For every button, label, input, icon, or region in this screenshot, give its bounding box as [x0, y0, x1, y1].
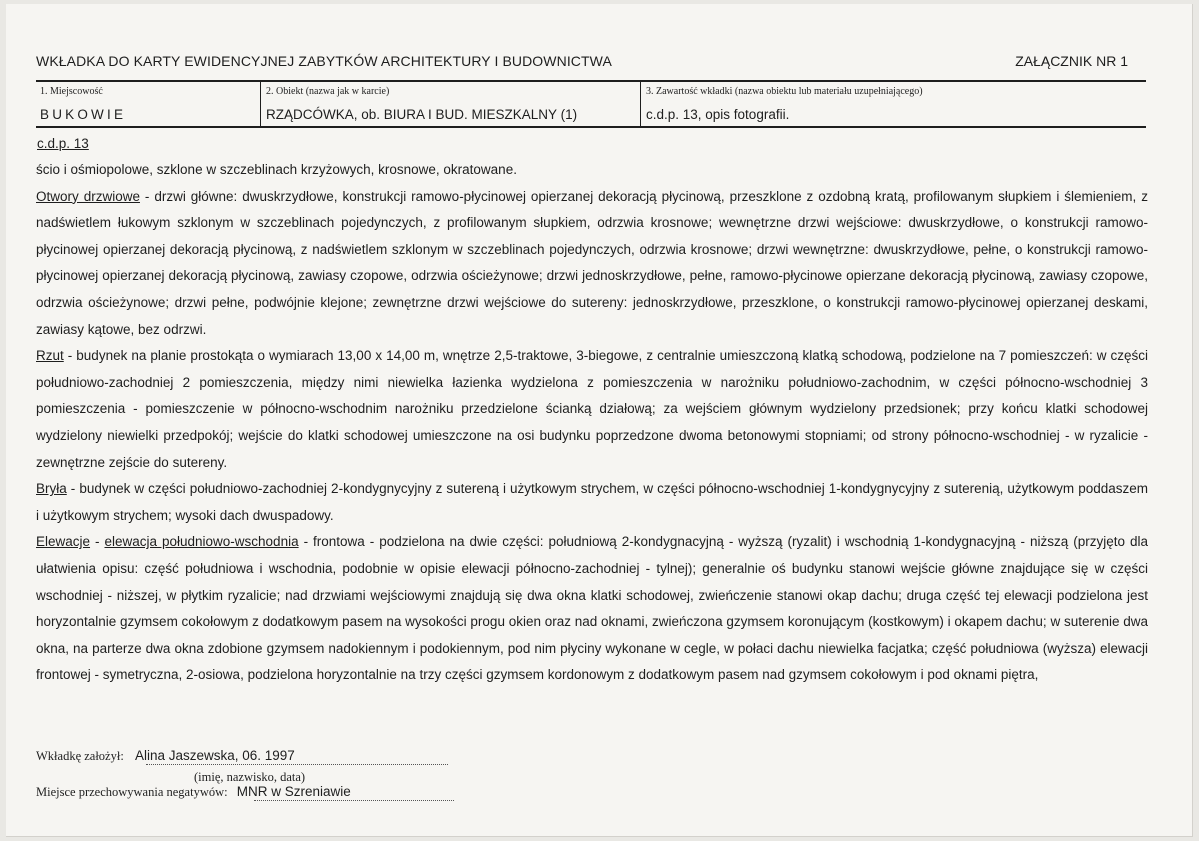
author-line: [36, 748, 295, 764]
storage-line: [36, 784, 351, 800]
place-label: 1. Miejscowość: [40, 86, 103, 97]
object-label: 2. Obiekt (nazwa jak w karcie): [266, 86, 390, 97]
paragraph-elevations: [36, 529, 1148, 689]
annex-number: ZAŁĄCZNIK NR 1: [1015, 53, 1128, 69]
text-elevations: - frontowa - podzielona na dwie części: południową 2-kondygnacyjną - wyższą (ryzalit) i wschodnią 1-kondygnacyjną - niższą (przyjęto dla ułatwienia opisu: część południowa i wschodnia, podobnie w opisie elewacji północno-zachodniej - tylnej); generalnie oś budynku stanowi wejście główne znajdujące się w części wschodniej - niższej, w płytkim ryzalicie; nad drzwiami wejściowymi znajdują się dwa okna klatki schodowej, zwieńczenie stanowi okap dachu; druga część tej elewacji podzielona jest horyzontalnie gzymsem cokołowym z dodatkowym pasem na wysokości progu okien oraz nad oknami, zwieńczona gzymsem koronującym (kostkowym) i okapem dachu; w suterenie dwa okna, na parterze dwa okna zdobione gzymsem nadokiennym i podokiennym, pod nim płyciny wykonane w cegle, w połaci dachu niewielka facjatka; część południowa (wyższa) elewacji frontowej - symetryczna, 2-osiowa, podzielona horyzontalnie na trzy części gzymsem kordonowym z dodatkowym pasem nad gzymsem cokołowym i pod oknami piętra,: [36, 534, 1149, 683]
heading-elevations: Elewacje: [36, 534, 91, 550]
object-value: RZĄDCÓWKA, ob. BIURA I BUD. MIESZKALNY (1): [266, 107, 578, 122]
author-value: Alina Jaszewska, 06. 1997: [134, 748, 295, 763]
column-divider-2: [640, 82, 641, 126]
subheading-southeast-elevation: elewacja południowo-wschodnia: [104, 534, 299, 550]
content-label: 3. Zawartość wkładki (nazwa obiektu lub materiału uzupełniającego): [646, 86, 923, 97]
paragraph-massing: [36, 476, 1148, 529]
column-divider-1: [260, 82, 261, 126]
text-doors: - drzwi główne: dwuskrzydłowe, konstrukcji ramowo-płycinowej opierzanej dekoracją płycinową, przeszklone z ozdobną kratą, profilowanym słupkiem i ślemieniem, z nadświetlem łukowym szklonym w szczeblinach pojedynczych, z profilowanym słupkiem, odrzwia krosnowe; wewnętrzne drzwi wejściowe: dwuskrzydłowe, o konstrukcji ramowo-płycinowej opierzanej dekoracją płycinową, z nadświetlem szklonym w szczeblinach pojedynczych, odrzwia krosnowe; drzwi wewnętrzne: dwuskrzydłowe, pełne, o konstrukcji ramowo-płycinowej opierzanej dekoracją płycinową, zawiasy czopowe, odrzwia ościeżynowe; drzwi jednoskrzydłowe, pełne, ramowo-płycinowe opierzane dekoracją płycinową, zawiasy czopowe, odrzwia ościeżynowe; drzwi pełne, podwójnie klejone; zewnętrzne drzwi wejściowe do sutereny: jednoskrzydłowe, przeszklone, o konstrukcji ramowo-płycinowej opierzanej deskami, zawiasy kątowe, bez odrzwi.: [36, 188, 1148, 337]
author-dotted-line: [146, 764, 448, 765]
heading-plan: Rzut: [36, 348, 64, 364]
heading-doors: Otwory drzwiowe: [36, 188, 140, 204]
section-heading: c.d.p. 13: [37, 136, 89, 151]
text-plan: - budynek na planie prostokąta o wymiarach 13,00 x 14,00 m, wnętrze 2,5-traktowe, 3-biegowe, z centralnie umieszczoną klatką schodową, podzielone na 7 pomieszczeń: w części południowo-zachodniej 2 pomieszczenia, między nimi niewielka łazienka wydzielona z pomieszczenia w narożniku południowo-zachodnim, w części północno-wschodniej 3 pomieszczenia - pomieszczenie w północno-wschodnim narożniku przedzielone ścianką działową; za wejściem głównym wydzielony przedsionek; przy końcu klatki schodowej wydzielony niewielki przedpokój; wejście do klatki schodowej umieszczone na osi budynku poprzedzone dwoma betonowymi stopniami; od strony północno-wschodniej - w ryzalicie - zewnętrzne zejście do sutereny.: [36, 348, 1148, 470]
author-hint: (imię, nazwisko, data): [194, 770, 306, 784]
storage-label: Miejsce przechowywania negatywów:: [36, 785, 228, 799]
description-body: [36, 157, 1148, 689]
top-rule: [36, 80, 1146, 82]
paragraph-doors: [36, 184, 1148, 344]
paragraph-plan: [36, 343, 1148, 476]
text-massing: - budynek w części południowo-zachodniej 2-kondygnycyjny z sutereną i użytkowym strychem, w części północno-wschodniej 1-kondygnycyjny z suterenią, użytkowym poddaszem i użytkowym strychem; wysoki dach dwuspadowy.: [36, 481, 1148, 523]
storage-value: MNR w Szreniawie: [236, 784, 351, 799]
author-label: Wkładkę założył:: [36, 749, 124, 763]
content-value: c.d.p. 13, opis fotografii.: [646, 107, 790, 122]
heading-massing: Bryła: [36, 481, 67, 497]
form-title: WKŁADKA DO KARTY EWIDENCYJNEJ ZABYTKÓW ARCHITEKTURY I BUDOWNICTWA: [36, 53, 612, 69]
place-value: BUKOWIE: [40, 107, 127, 122]
storage-dotted-line: [254, 800, 454, 801]
paragraph-windows: ścio i ośmiopolowe, szklone w szczeblinach krzyżowych, krosnowe, okratowane.: [36, 162, 517, 177]
document-sheet: [6, 4, 1193, 837]
bottom-rule: [36, 126, 1146, 128]
separator: -: [90, 534, 105, 550]
